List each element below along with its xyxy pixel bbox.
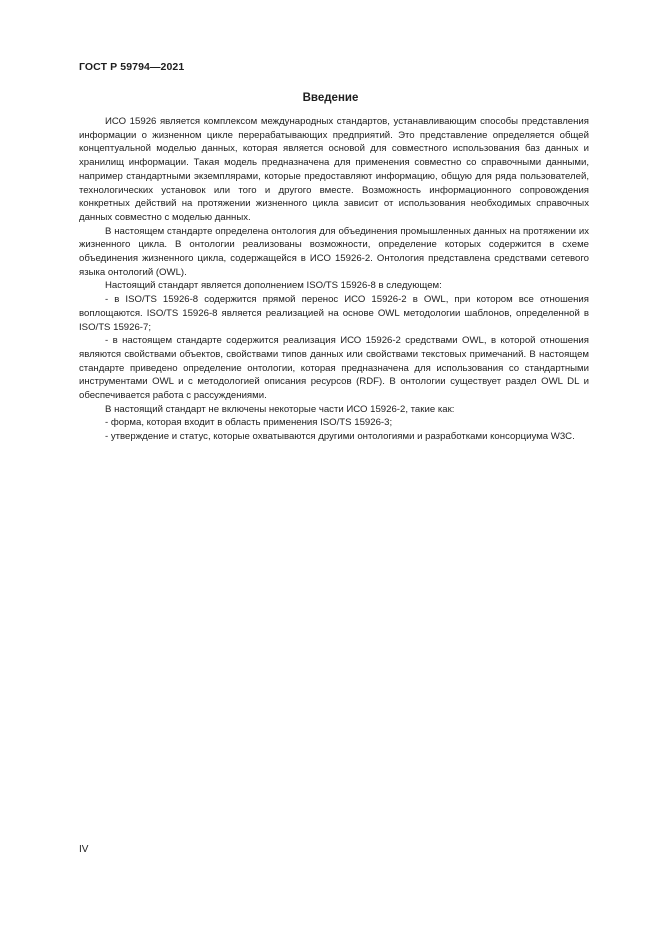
document-standard-id: ГОСТ Р 59794—2021: [79, 61, 185, 73]
list-item-form: - форма, которая входит в область применения ISO/TS 15926-3;: [105, 417, 393, 429]
paragraph-excluded-parts-intro: В настоящий стандарт не включены некоторые части ИСО 15926-2, такие как:: [105, 403, 455, 415]
list-item-iso-ts-15926-8: - в ISO/TS 15926-8 содержится прямой перенос ИСО 15926-2 в OWL, при котором все отношения воплощаются. ISO/TS 15926-8 является реализацией на основе OWL методологии шаблонов, определенной в ISO/TS 15926-7;: [79, 294, 589, 333]
list-item-approval-status: - утверждение и статус, которые охватываются другими онтологиями и разработками консорциума W3C.: [105, 431, 575, 443]
introduction-body: [79, 115, 589, 444]
page-number: IV: [79, 844, 89, 855]
list-item-this-standard: - в настоящем стандарте содержится реализация ИСО 15926-2 средствами OWL, в которой отношения являются свойствами объектов, свойствами типов данных или свойствами текстовых примечаний. В настоящем стандарте приведено определение онтологии, которая предназначена для использования со стандартными инструментами OWL и с методологией описания ресурсов (RDF). В онтологии существует раздел OWL DL и обеспечивается работа с рассуждениями.: [79, 335, 589, 402]
paragraph-supplement-intro: Настоящий стандарт является дополнением ISO/TS 15926-8 в следующем:: [105, 280, 442, 292]
paragraph-iso-overview: ИСО 15926 является комплексом международных стандартов, устанавливающим способы представления информации о жизненном цикле перерабатывающих предприятий. Это представление определяется общей концептуальной моделью данных, которая является основой для совместного использования баз данных и хранилищ информации. Такая модель предназначена для применения совместно со справочными данными, например стандартными экземплярами, которые предоставляют информацию, общую для ряда пользователей, технологических установок или того и другого вместе. Возможность информационного сопровождения конкретных действий на протяжении жизненного цикла зависит от использования необходимых справочных данных совместно с моделью данных.: [79, 116, 589, 223]
paragraph-ontology-definition: В настоящем стандарте определена онтология для объединения промышленных данных на протяжении их жизненного цикла. В онтологии реализованы возможности, определение которых содержится в схеме объединения жизненного цикла, содержащейся в ИСО 15926-2. Онтология представлена средствами сетевого языка онтологий (OWL).: [79, 225, 589, 278]
section-title: Введение: [302, 92, 359, 104]
